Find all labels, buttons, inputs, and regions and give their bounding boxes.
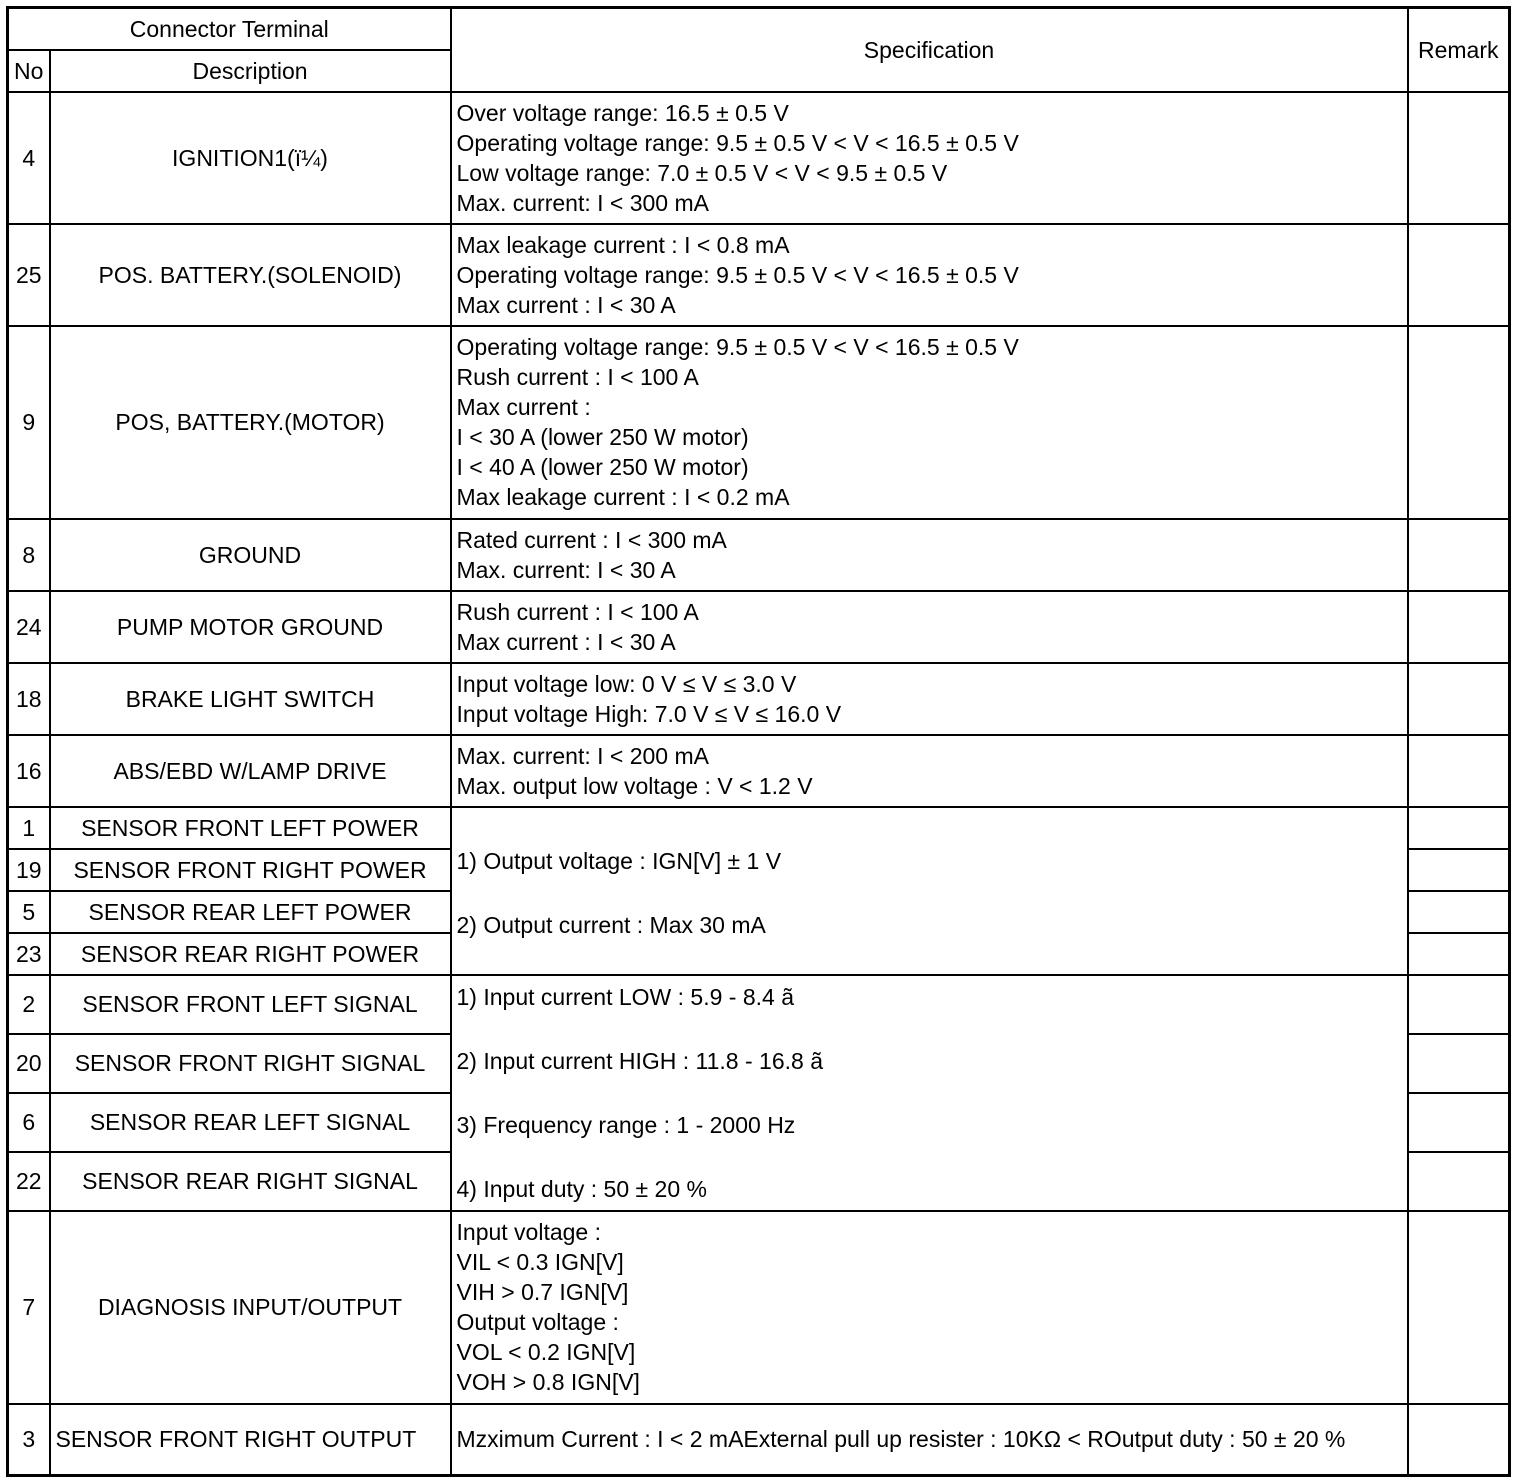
spec-line: VOH > 0.8 IGN[V]: [456, 1369, 640, 1395]
spec-line: 1) Input current LOW : 5.9 - 8.4 ã: [456, 983, 795, 1010]
spec-line: 2) Input current HIGH : 11.8 - 16.8 ã: [456, 1047, 823, 1074]
terminal-description: SENSOR FRONT LEFT POWER: [50, 807, 451, 849]
spec-line: Rated current : I < 300 mA: [456, 526, 727, 553]
terminal-description: SENSOR REAR LEFT SIGNAL: [50, 1093, 451, 1152]
terminal-no: 19: [8, 849, 50, 891]
remark-cell: [1408, 1034, 1510, 1093]
remark-cell: [1408, 975, 1510, 1034]
terminal-description: BRAKE LIGHT SWITCH: [50, 663, 451, 735]
terminal-description: SENSOR REAR RIGHT SIGNAL: [50, 1152, 451, 1211]
table-row: [8, 591, 1510, 663]
spec-line: VOL < 0.2 IGN[V]: [456, 1339, 636, 1365]
terminal-spec: [451, 663, 1408, 735]
table-row: [8, 975, 1510, 1034]
terminal-description: DIAGNOSIS INPUT/OUTPUT: [50, 1211, 451, 1404]
spec-line: Over voltage range: 16.5 ± 0.5 V: [456, 99, 789, 126]
signal-group-spec: [451, 975, 1408, 1211]
terminal-description: SENSOR REAR RIGHT POWER: [50, 933, 451, 975]
table-row: [8, 519, 1510, 591]
spec-line: 1) Output voltage : IGN[V] ± 1 V: [456, 847, 782, 874]
terminal-description: POS. BATTERY.(SOLENOID): [50, 224, 451, 326]
spec-line: I < 30 A (lower 250 W motor): [456, 424, 749, 450]
connector-spec-table: [6, 6, 1511, 1477]
terminal-no: 7: [8, 1211, 50, 1404]
terminal-spec: [451, 92, 1408, 224]
spec-line: Input voltage High: 7.0 V ≤ V ≤ 16.0 V: [456, 700, 842, 727]
spec-line: Max. current: I < 300 mA: [456, 189, 709, 216]
terminal-no: 16: [8, 735, 50, 807]
header-specification: Specification: [451, 8, 1408, 92]
spec-line: Low voltage range: 7.0 ± 0.5 V < V < 9.5 ± 0.5 V: [456, 159, 948, 186]
power-group-spec: [451, 807, 1408, 975]
spec-line: Input voltage low: 0 V ≤ V ≤ 3.0 V: [456, 670, 797, 697]
terminal-no: 9: [8, 326, 50, 519]
remark-cell: [1408, 1152, 1510, 1211]
terminal-spec: Mzximum Current : I < 2 mAExternal pull up resister : 10KΩ < ROutput duty : 50 ± 20 %: [451, 1404, 1408, 1476]
terminal-no: 2: [8, 975, 50, 1034]
table-row: [8, 735, 1510, 807]
terminal-description: GROUND: [50, 519, 451, 591]
terminal-description: POS, BATTERY.(MOTOR): [50, 326, 451, 519]
spec-line: Rush current : I < 100 A: [456, 598, 699, 625]
table-row: [8, 326, 1510, 519]
spec-line: Rush current : I < 100 A: [456, 364, 699, 390]
spec-line: Max. current: I < 200 mA: [456, 742, 709, 769]
terminal-description: PUMP MOTOR GROUND: [50, 591, 451, 663]
spec-line: Max current : I < 30 A: [456, 291, 676, 318]
remark-cell: [1408, 1211, 1510, 1404]
spec-line: Max leakage current : I < 0.2 mA: [456, 484, 790, 510]
spec-line: Operating voltage range: 9.5 ± 0.5 V < V < 16.5 ± 0.5 V: [456, 261, 1019, 288]
spec-line: VIL < 0.3 IGN[V]: [456, 1249, 624, 1275]
terminal-no: 20: [8, 1034, 50, 1093]
terminal-spec: [451, 224, 1408, 326]
terminal-spec: [451, 591, 1408, 663]
remark-cell: [1408, 807, 1510, 849]
remark-cell: [1408, 849, 1510, 891]
table-row: [8, 663, 1510, 735]
terminal-no: 1: [8, 807, 50, 849]
remark-cell: [1408, 1404, 1510, 1476]
spec-line: Max. output low voltage : V < 1.2 V: [456, 772, 813, 799]
spec-line: Max. current: I < 30 A: [456, 556, 676, 583]
terminal-no: 3: [8, 1404, 50, 1476]
terminal-description: SENSOR REAR LEFT POWER: [50, 891, 451, 933]
header-no: No: [8, 50, 50, 92]
header-remark: Remark: [1408, 8, 1510, 92]
remark-cell: [1408, 591, 1510, 663]
spec-line: Max current :: [456, 394, 591, 420]
spec-line: 3) Frequency range : 1 - 2000 Hz: [456, 1111, 796, 1138]
terminal-no: 6: [8, 1093, 50, 1152]
terminal-no: 4: [8, 92, 50, 224]
remark-cell: [1408, 663, 1510, 735]
spec-line: Output voltage :: [456, 1309, 619, 1335]
spec-line: Operating voltage range: 9.5 ± 0.5 V < V < 16.5 ± 0.5 V: [456, 129, 1019, 156]
table-row: [8, 92, 1510, 224]
remark-cell: [1408, 519, 1510, 591]
table-row: [8, 807, 1510, 849]
terminal-description: IGNITION1(ï¼): [50, 92, 451, 224]
terminal-description: SENSOR FRONT RIGHT POWER: [50, 849, 451, 891]
terminal-spec: [451, 1211, 1408, 1404]
spec-line: Input voltage :: [456, 1219, 602, 1245]
terminal-description: SENSOR FRONT LEFT SIGNAL: [50, 975, 451, 1034]
terminal-description: ABS/EBD W/LAMP DRIVE: [50, 735, 451, 807]
remark-cell: [1408, 933, 1510, 975]
terminal-description: SENSOR FRONT RIGHT SIGNAL: [50, 1034, 451, 1093]
terminal-no: 25: [8, 224, 50, 326]
terminal-spec: [451, 326, 1408, 519]
spec-line: VIH > 0.7 IGN[V]: [456, 1279, 629, 1305]
terminal-no: 5: [8, 891, 50, 933]
remark-cell: [1408, 1093, 1510, 1152]
spec-line: 4) Input duty : 50 ± 20 %: [456, 1175, 707, 1202]
terminal-spec: [451, 519, 1408, 591]
header-description: Description: [50, 50, 451, 92]
table-row: [8, 1211, 1510, 1404]
remark-cell: [1408, 891, 1510, 933]
remark-cell: [1408, 224, 1510, 326]
remark-cell: [1408, 326, 1510, 519]
spec-line: I < 40 A (lower 250 W motor): [456, 454, 749, 480]
header-connector-terminal: Connector Terminal: [8, 8, 451, 50]
spec-line: Operating voltage range: 9.5 ± 0.5 V < V < 16.5 ± 0.5 V: [456, 334, 1019, 360]
remark-cell: [1408, 735, 1510, 807]
spec-line: Max current : I < 30 A: [456, 628, 676, 655]
terminal-no: 23: [8, 933, 50, 975]
table-row: [8, 1404, 1510, 1476]
terminal-no: 22: [8, 1152, 50, 1211]
spec-line: 2) Output current : Max 30 mA: [456, 911, 766, 938]
terminal-no: 18: [8, 663, 50, 735]
spec-line: Max leakage current : I < 0.8 mA: [456, 231, 790, 258]
terminal-spec: [451, 735, 1408, 807]
terminal-no: 8: [8, 519, 50, 591]
terminal-description: SENSOR FRONT RIGHT OUTPUT: [50, 1404, 451, 1476]
table-row: [8, 224, 1510, 326]
remark-cell: [1408, 92, 1510, 224]
terminal-no: 24: [8, 591, 50, 663]
